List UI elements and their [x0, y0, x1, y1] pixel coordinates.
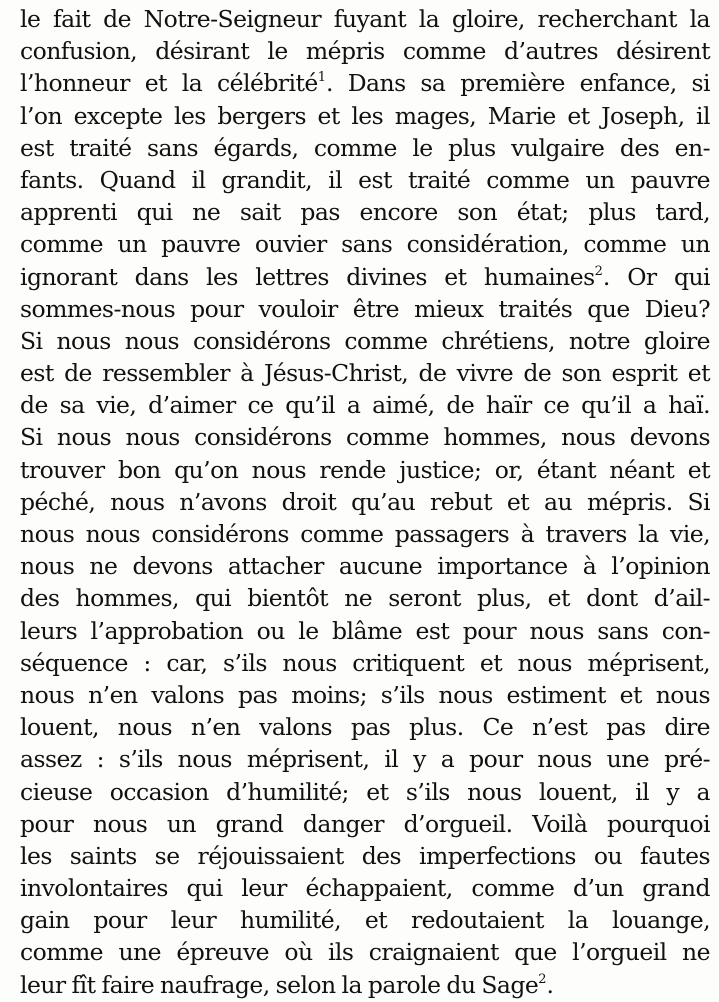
line-text: Si nous nous considérons comme hommes, nous devons — [20, 423, 710, 452]
line-text: involontaires qui leur échappaient, comme d’un grand — [20, 874, 710, 903]
text-line — [20, 776, 710, 808]
text-line — [20, 872, 710, 904]
line-text: les saints se réjouissaient des imperfections ou fautes — [20, 841, 710, 870]
line-text: nous ne devons attacher aucune importance à l’opinion — [20, 552, 710, 581]
line-text: confusion, désirant le mépris comme d’autres désirent — [20, 37, 710, 66]
text-line — [20, 164, 710, 196]
line-text: nous nous considérons comme passagers à travers la vie, — [20, 520, 710, 548]
text-line — [20, 454, 710, 486]
line-text: l’on excepte les bergers et les mages, Marie et Joseph, il — [20, 101, 710, 130]
line-text: assez : s’ils nous méprisent, il y a pour nous une pré- — [20, 745, 710, 774]
footnote-marker: 2 — [538, 971, 547, 987]
line-text-continued: . Or qui — [602, 262, 710, 291]
line-text: est de ressembler à Jésus-Christ, de vivre de son esprit et — [20, 359, 710, 388]
text-line — [20, 132, 710, 164]
line-text: leur fît faire naufrage, selon la parole du Sage — [20, 970, 539, 999]
line-text: apprenti qui ne sait pas encore son état; plus tard, — [20, 198, 710, 227]
line-text: comme un pauvre ouvier sans considération, comme un — [20, 230, 710, 259]
text-line — [20, 550, 710, 582]
text-line — [20, 840, 710, 872]
text-line — [20, 357, 710, 389]
text-line — [20, 904, 710, 936]
line-text: fants. Quand il grandit, il est traité comme un pauvre — [20, 165, 710, 194]
text-line — [20, 261, 710, 293]
line-text: Si nous nous considérons comme chrétiens, notre gloire — [20, 326, 710, 355]
line-text: comme une épreuve où ils craignaient que l’orgueil ne — [20, 938, 710, 967]
text-line — [20, 711, 710, 743]
text-line — [20, 389, 710, 421]
text-line — [20, 293, 710, 325]
line-text: sommes-nous pour vouloir être mieux traités que Dieu? — [20, 294, 710, 323]
text-line — [20, 196, 710, 228]
text-line — [20, 615, 710, 647]
text-line — [20, 325, 710, 357]
line-text: est traité sans égards, comme le plus vulgaire des en- — [20, 133, 710, 162]
text-line — [20, 969, 710, 1001]
text-line — [20, 3, 710, 35]
line-text: nous n’en valons pas moins; s’ils nous estiment et nous — [20, 680, 710, 709]
line-text: des hommes, qui bientôt ne seront plus, et dont d’ail- — [20, 584, 710, 613]
text-line — [20, 808, 710, 840]
line-text: cieuse occasion d’humilité; et s’ils nous louent, il y a — [20, 777, 710, 806]
text-line — [20, 100, 710, 132]
line-text: pour nous un grand danger d’orgueil. Voilà pourquoi — [20, 809, 710, 838]
line-text: le fait de Notre-Seigneur fuyant la gloire, recherchant la — [20, 5, 710, 33]
line-text: ignorant dans les lettres divines et humaines — [20, 262, 595, 291]
line-text-continued: . — [546, 970, 554, 999]
text-line — [20, 486, 710, 518]
text-line — [20, 518, 710, 550]
text-line — [20, 582, 710, 614]
line-text: de sa vie, d’aimer ce qu’il a aimé, de haïr ce qu’il a haï. — [20, 391, 710, 420]
line-text-continued: . Dans sa première enfance, si — [326, 69, 710, 98]
text-line — [20, 421, 710, 453]
body-paragraph — [20, 3, 710, 1001]
line-text: leurs l’approbation ou le blâme est pour nous sans con- — [20, 616, 710, 645]
text-line — [20, 35, 710, 67]
footnote-marker: 1 — [317, 70, 326, 86]
text-line — [20, 647, 710, 679]
text-line — [20, 67, 710, 99]
text-line — [20, 743, 710, 775]
line-text: trouver bon qu’on nous rende justice; or, étant néant et — [20, 455, 710, 484]
text-line — [20, 228, 710, 260]
line-text: l’honneur et la célébrité — [20, 69, 318, 98]
footnote-marker: 2 — [594, 263, 603, 279]
line-text: gain pour leur humilité, et redoutaient la louange, — [20, 906, 710, 935]
line-text: louent, nous n’en valons pas plus. Ce n’est pas dire — [20, 713, 710, 742]
text-line — [20, 936, 710, 968]
line-text: péché, nous n’avons droit qu’au rebut et au mépris. Si — [20, 487, 710, 516]
line-text: séquence : car, s’ils nous critiquent et nous méprisent, — [20, 648, 710, 677]
text-line — [20, 679, 710, 711]
